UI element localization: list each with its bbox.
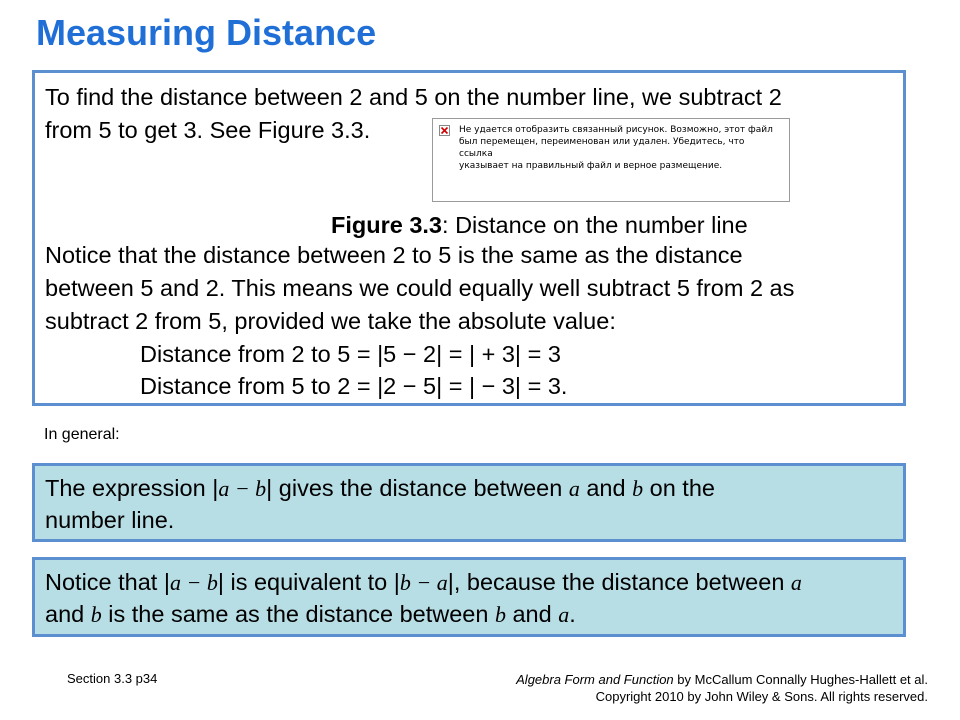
- page-title: Measuring Distance: [36, 12, 377, 53]
- in-general-label: In general:: [44, 426, 120, 443]
- text-line: between 5 and 2. This means we could equally well subtract 5 from 2 as: [45, 275, 795, 301]
- text-line: subtract 2 from 5, provided we take the absolute value:: [45, 308, 616, 334]
- figure-caption: Figure 3.3: Distance on the number line: [331, 212, 748, 238]
- text-line: number line.: [45, 507, 175, 533]
- text-line: Notice that |a − b| is equivalent to |b − a|, because the distance between a: [45, 569, 802, 595]
- equation-line: Distance from 2 to 5 = |5 − 2| = | + 3| = 3: [140, 341, 561, 367]
- text-line: To find the distance between 2 and 5 on the number line, we subtract 2: [45, 84, 782, 110]
- text-line: from 5 to get 3. See Figure 3.3.: [45, 117, 371, 143]
- explanation-box: [32, 70, 906, 406]
- symmetry-box: [32, 557, 906, 637]
- definition-box: [32, 463, 906, 542]
- equation-line: Distance from 5 to 2 = |2 − 5| = | − 3| = 3.: [140, 373, 568, 399]
- broken-image-message: Не удается отобразить связанный рисунок. Возможно, этот файл был перемещен, переименован или удален. Убедитесь, что ссылка указывает на правильный файл и верное размещение.: [459, 125, 773, 171]
- copyright-notice: Algebra Form and Function by McCallum Connally Hughes-Hallett et al. Copyright 2010 by John Wiley & Sons. All rights reserved.: [516, 672, 928, 704]
- text-line: and b is the same as the distance between b and a.: [45, 601, 576, 627]
- section-reference: Section 3.3 p34: [67, 671, 158, 686]
- text-line: Notice that the distance between 2 to 5 is the same as the distance: [45, 242, 743, 268]
- broken-image-placeholder: [432, 118, 790, 202]
- text-line: The expression |a − b| gives the distance between a and b on the: [45, 475, 715, 501]
- broken-image-icon: [439, 125, 450, 136]
